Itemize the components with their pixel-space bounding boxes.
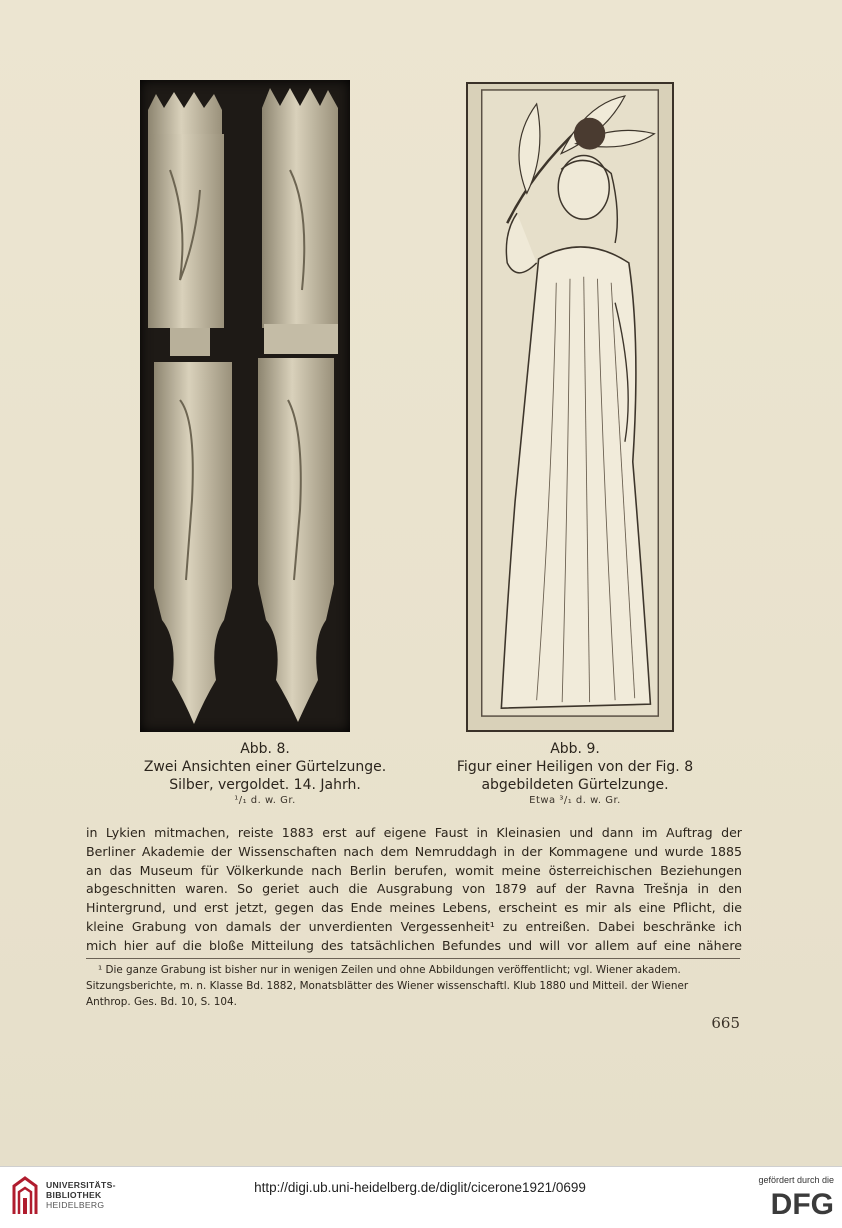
university-library-logo-icon[interactable] bbox=[10, 1176, 40, 1218]
figure-saint-drawing bbox=[466, 82, 674, 732]
body-text bbox=[86, 824, 742, 956]
text-line: Berliner Akademie der Wissenschaften nach dem Nemruddagh in der Kommagene und wurde 1885 bbox=[86, 843, 742, 859]
page-url-link[interactable]: http://digi.ub.uni-heidelberg.de/diglit/cicerone1921/0699 bbox=[254, 1180, 586, 1195]
library-line: HEIDELBERG bbox=[46, 1200, 105, 1210]
text-line: kleine Grabung von damals der unverdienten Vergessenheit¹ zu entreißen. Dabei beschränke ich bbox=[86, 918, 742, 934]
page-number: 665 bbox=[711, 1014, 740, 1032]
dfg-logo-text: DFG bbox=[770, 1188, 834, 1219]
library-line: UNIVERSITÄTS- bbox=[46, 1180, 116, 1190]
funding-label: gefördert durch die bbox=[758, 1175, 834, 1185]
caption-line: Zwei Ansichten einer Gürtelzunge. bbox=[143, 759, 387, 775]
text-line: in Lykien mitmachen, reiste 1883 erst auf eigene Faust in Kleinasien und dann im Auftrag der bbox=[86, 825, 742, 840]
dfg-logo-icon[interactable] bbox=[748, 1187, 834, 1219]
caption-title: Abb. 9. bbox=[550, 741, 600, 757]
text-line: abgeschnitten waren. So geriet auch die Ausgrabung von 1879 auf der Ravna Trešnja in den bbox=[86, 881, 742, 897]
caption-line: Figur einer Heiligen von der Fig. 8 bbox=[456, 759, 694, 775]
footnote-line: Sitzungsberichte, m. n. Klasse Bd. 1882, Monatsblätter des Wiener wissenschaftl. Klub 1880 und Mitteil. der Wiener bbox=[86, 980, 689, 992]
figure-belt-tongue-photo bbox=[140, 80, 350, 732]
caption-scale: Etwa ³/₁ d. w. Gr. bbox=[529, 795, 621, 806]
footer-bar bbox=[0, 1166, 842, 1228]
caption-title: Abb. 8. bbox=[240, 741, 290, 757]
caption-line: Silber, vergoldet. 14. Jahrh. bbox=[169, 777, 361, 793]
footnote-divider bbox=[86, 958, 740, 959]
caption-line: abgebildeten Gürtelzunge. bbox=[481, 777, 669, 793]
university-library-name[interactable] bbox=[46, 1180, 116, 1210]
caption-scale: ¹/₁ d. w. Gr. bbox=[234, 795, 296, 806]
text-line: mich hier auf die bloße Mitteilung des tatsächlichen Befundes und will vor allem auf eine nähere bbox=[86, 937, 742, 953]
caption-figure-8 bbox=[140, 740, 390, 808]
footnote-line: Anthrop. Ges. Bd. 10, S. 104. bbox=[86, 996, 237, 1008]
footnote-line: ¹ Die ganze Grabung ist bisher nur in wenigen Zeilen und ohne Abbildungen veröffentlicht; vgl. Wiener akadem. bbox=[98, 964, 681, 976]
footnote bbox=[86, 962, 742, 1010]
library-line: BIBLIOTHEK bbox=[46, 1190, 102, 1200]
text-line: an das Museum für Völkerkunde nach Berlin berufen, womit meine österreichischen Beziehungen bbox=[86, 862, 742, 878]
caption-figure-9 bbox=[445, 740, 705, 808]
text-line: Hintergrund, und erst jetzt, gegen das Ende meines Lebens, erscheint es mir als eine Pflicht, die bbox=[86, 900, 742, 916]
